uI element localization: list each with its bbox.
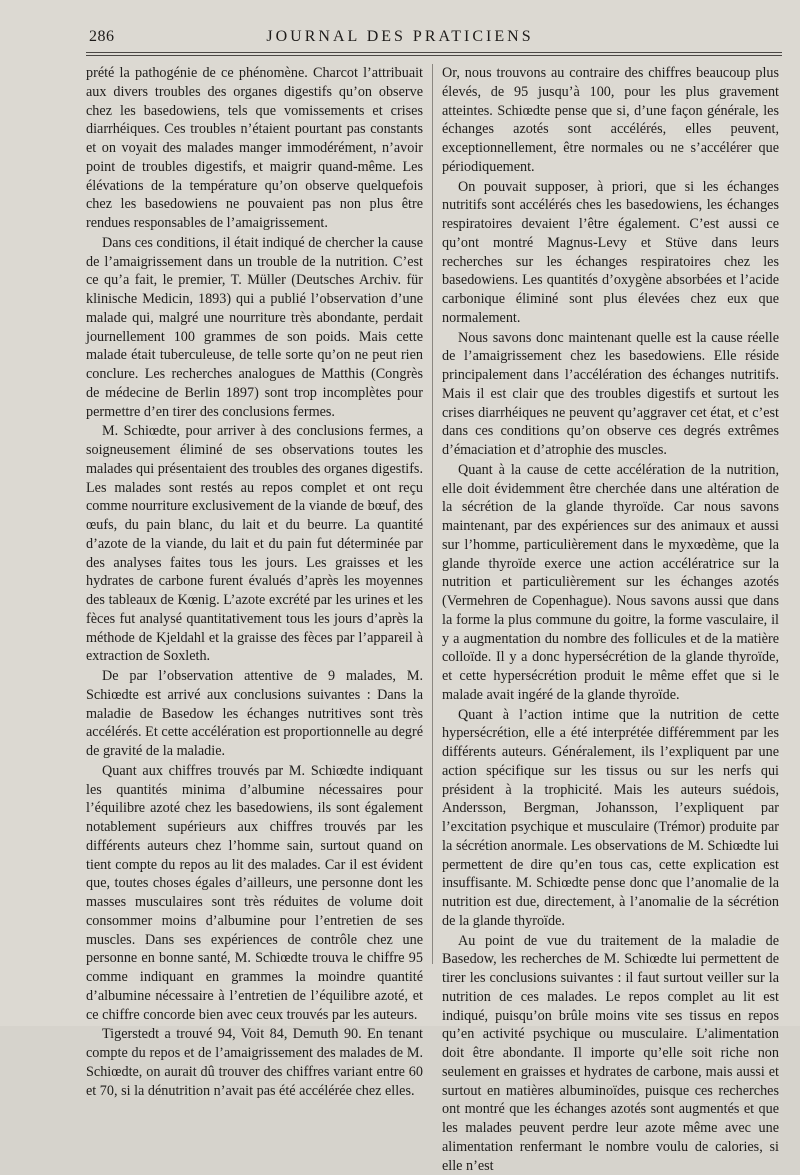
paragraph: Quant à la cause de cette accélération de la nutrition, elle doit évidemment être cherchée dans une altération de la sécrétion de la glande thyroïde. Car nous savons maintenant, par des expériences sur des animaux et aussi sur l’homme, particulièrement dans le myxœdème, que la glande thyroïde exerce une action accélératrice sur la nutrition et particulièrement sur les échanges azotés (Vermehren de Copenhague). Nous savons aussi que dans la forme la plus commune du goitre, la forme vasculaire, il y a augmentation du nombre des follicules et de la matière colloïde. Il y a donc hypersécrétion de la glande thyroïde, et cette hypersécrétion produit le même effet que si le malade avait ingéré de la glande thyroïde. <box>442 461 779 705</box>
running-title: JOURNAL DES PRATICIENS <box>0 28 800 46</box>
paragraph: Quant à l’action intime que la nutrition de cette hypersécrétion, elle a été interprétée différemment par les différents auteurs. Généralement, ils l’expliquent par une action spécifique sur les tissus ou sur les nerfs qui président à la trophicité. Mais les auteurs suédois, Andersson, Bergman, Johansson, l’expliquent par l’excitation psychique et musculaire (Trémor) produite par la sécrétion anormale. Les observations de M. Schiœdte lui permettent de dire qu’en tous cas, cette explication est insuffisante. M. Schiœdte pense donc que l’anomalie de la nutrition est due, directement, à l’anomalie de la sécrétion de la glande thyroïde. <box>442 706 779 931</box>
paragraph: Or, nous trouvons au contraire des chiffres beaucoup plus élevés, de 95 jusqu’à 100, pour les plus gravement atteintes. Schiœdte pense que si, d’une façon générale, les échanges azotés sont accélérés, elles peuvent, exceptionnellement, être normales ou ne s’accélérer que périodiquement. <box>442 64 779 177</box>
page-number: 286 <box>89 28 115 46</box>
paragraph: M. Schiœdte, pour arriver à des conclusions fermes, a soigneusement éliminé de ses observations toutes les malades qui présentaient des troubles des organes digestifs. Les malades sont restés au repos complet et ont reçu comme nourriture exclusivement de la viande de bœuf, des œufs, du pain blanc, du lait et du beurre. La quantité d’azote de la viande, du lait et du pain fut déterminée par des analyses faites tous les jours. Les graisses et les hydrates de carbone furent évalués d’après les moyennes des tableaux de Kœnig. L’azote excrété par les urines et les fèces fut analysé quantitativement tous les jours d’après la méthode de Kjeldahl et la graisse des fèces par l’appareil à extraction de Soxleth. <box>86 422 423 666</box>
paragraph: De par l’observation attentive de 9 malades, M. Schiœdte est arrivé aux conclusions suivantes : Dans la maladie de Basedow les échanges nutritives sont très accélérés. Et cette accélération est proportionnelle au degré de gravité de la maladie. <box>86 667 423 761</box>
column-divider <box>432 64 433 964</box>
paragraph: Quant aux chiffres trouvés par M. Schiœdte indiquant les quantités minima d’albumine nécessaires pour l’équilibre azoté chez les basedowiens, ils sont également notablement supérieurs aux chiffres trouvés par les différents auteurs chez l’homme sain, surtout quand on tient compte du repos au lit des malades. Car il est évident que, toutes choses égales d’ailleurs, une personne dont les masses musculaires sont très réduites de volume doit consommer moins d’albumine pour l’entretien de ses muscles. Dans ses expériences de contrôle chez une personne en bonne santé, M. Schiœdte trouva le chiffre 95 comme indiquant en grammes la moindre quantité d’albumine nécessaire à l’entretien de l’équilibre azoté, et ce chiffre concorde bien avec ceux trouvés par les auteurs. <box>86 762 423 1025</box>
paragraph: On pouvait supposer, à priori, que si les échanges nutritifs sont accélérés ches les basedowiens, les échanges respiratoires devaient l’être également. C’est aussi ce qu’ont montré Magnus-Levy et Stüve dans leurs recherches sur les échanges respiratoires chez les basedowiens. Les quantités d’oxygène absorbées et l’acide carbonique éliminé sont plus élevées chez eux que normalement. <box>442 178 779 328</box>
paragraph: Dans ces conditions, il était indiqué de chercher la cause de l’amaigrissement dans un trouble de la nutrition. C’est ce qu’a fait, le premier, T. Müller (Deutsches Archiv. für klinische Medicin, 1893) qui a publié l’observation d’une malade qui, malgré une nourriture très abondante, perdait journellement 100 grammes de son poids. Mais cette malade était tuberculeuse, de telle sorte qu’on ne peut rien conclure. Les recherches analogues de Matthis (Congrès de médecine de Berlin 1897) sont trop incomplètes pour permettre d’en tirer des conclusions fermes. <box>86 234 423 422</box>
paragraph: Tigerstedt a trouvé 94, Voit 84, Demuth 90. En tenant compte du repos et de l’amaigrissement des malades de M. Schiœdte, on aurait dû trouver des chiffres variant entre 60 et 70, si la dénutrition n’avait pas été accélérée chez elles. <box>86 1025 423 1100</box>
right-column <box>442 64 779 1024</box>
page-header <box>0 0 800 56</box>
paragraph: Nous savons donc maintenant quelle est la cause réelle de l’amaigrissement chez les basedowiens. Elle réside principalement dans l’accélération des échanges nutritifs. Mais il est clair que des troubles digestifs et surtout les crises diarrhéiques ne peuvent qu’aggraver cet état, et c’est dans ces conditions qu’on observe ces degrés extrêmes d’émaciation et d’atrophie des muscles. <box>442 329 779 460</box>
paragraph: prété la pathogénie de ce phénomène. Charcot l’attribuait aux divers troubles des organes digestifs qu’on observe chez les basedowiens, tels que vomissements et crises diarrhéiques. Ces troubles n’étaient pourtant pas constants et on voyait des malades manger immodérément, n’avoir point de troubles digestifs, et maigrir quand-même. Les élévations de la température qu’on observe quelquefois chez les basedowiens ne pouvaient pas non plus être rendues responsables de l’amaigrissement. <box>86 64 423 233</box>
paragraph: Au point de vue du traitement de la maladie de Basedow, les recherches de M. Schiœdte lui permettent de tirer les conclusions suivantes : il faut surtout veiller sur la nutrition de ces malades. Le repos complet au lit est indiqué, puisqu’on brûle moins vite ses tissus en repos qu’en activité psychique ou musculaire. L’alimentation doit être abondante. Il importe qu’elle soit riche non seulement en graisses et hydrates de carbone, mais aussi et surtout en matières albuminoïdes, puisque ces recherches ont montré que les échanges azotés sont augmentés et que les malades peuvent perdre leur azote même avec une alimentation renfermant le nombre voulu de calories, si elle n’est <box>442 932 779 1175</box>
header-rule <box>86 52 782 56</box>
left-column <box>86 64 423 1024</box>
